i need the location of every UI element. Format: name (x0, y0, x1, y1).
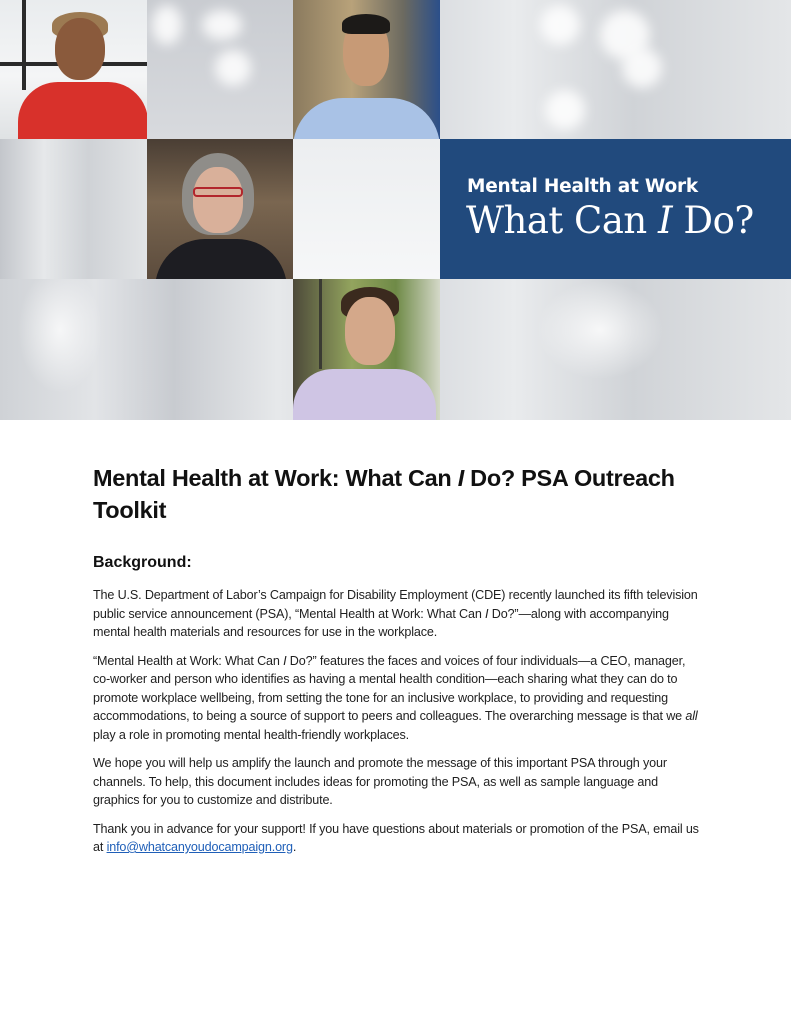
campaign-headline: What Can I Do? (466, 199, 754, 242)
paragraph-features: “Mental Health at Work: What Can I Do?” features the faces and voices of four individuals—a CEO, manager, co-worker and person who identifies as having a mental health condition—each sharing what they can do to promote workplace wellbeing, from setting the tone for an inclusive workplace, to providing and requesting accommodations, to being a source of support to peers and colleagues. The overarching message is that we all play a role in promoting mental health-friendly workplaces. (93, 653, 698, 742)
background-heading: Background: (93, 554, 192, 571)
paragraph-amplify: We hope you will help us amplify the launch and promote the message of this important PSA through your channels. To help, this document includes ideas for promoting the PSA, as well as sample language and graphics for you to customize and distribute. (93, 756, 667, 807)
campaign-title-card (440, 139, 791, 279)
document-title: Mental Health at Work: What Can I Do? PSA Outreach Toolkit (93, 465, 675, 523)
photo-woman-red-top (0, 0, 147, 139)
photo-young-man-blue-shirt (293, 0, 440, 139)
paragraph-thanks: Thank you in advance for your support! If you have questions about materials or promotion of the PSA, email us at info@whatcanyoudocampaign.org. (93, 821, 699, 854)
document-body (93, 462, 703, 857)
bokeh-light (622, 48, 662, 88)
bokeh-background-tile (147, 0, 293, 139)
contact-email-link[interactable]: info@whatcanyoudocampaign.org (106, 840, 293, 854)
paragraph-intro: The U.S. Department of Labor’s Campaign for Disability Employment (CDE) recently launched its fifth television public service announcement (PSA), “Mental Health at Work: What Can I Do?”—along with accompanying mental health materials and resources for use in the workplace. (93, 588, 698, 639)
campaign-kicker: Mental Health at Work (467, 176, 698, 197)
hero-banner (0, 0, 791, 420)
photo-woman-red-glasses (147, 139, 293, 279)
photo-man-lilac-shirt (293, 279, 440, 420)
bokeh-light (540, 5, 580, 45)
light-background-tile (293, 139, 440, 279)
blurred-background-tile (0, 139, 147, 279)
glasses-shape (193, 187, 243, 197)
bokeh-light (545, 90, 585, 130)
